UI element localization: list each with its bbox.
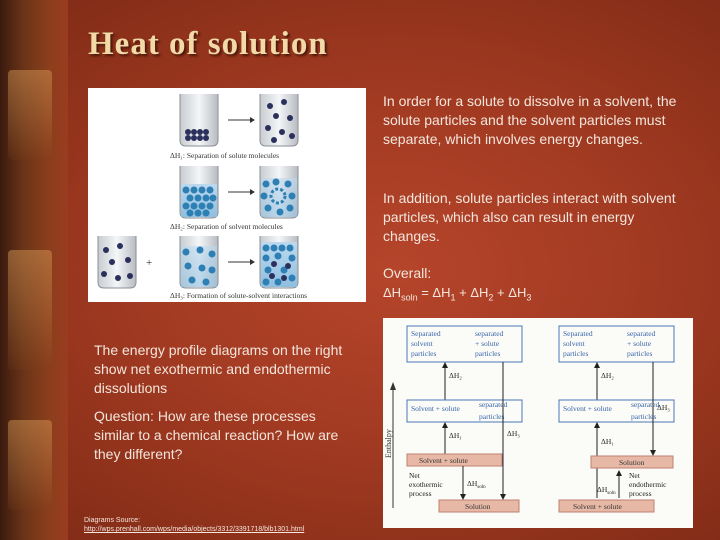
- svg-text:particles: particles: [563, 349, 589, 358]
- beaker: [180, 94, 218, 146]
- svg-text:separated: separated: [479, 400, 508, 409]
- svg-text:Separated: Separated: [563, 329, 593, 338]
- svg-text:ΔH₃: ΔH₃: [657, 403, 670, 412]
- energy-profile-diagram: [383, 318, 693, 528]
- slide-title: Heat of solution: [88, 26, 328, 62]
- svg-text:Solvent + solute: Solvent + solute: [563, 404, 612, 413]
- source-label: Diagrams Source:: [84, 517, 141, 524]
- step1-caption: ΔH₁: Separation of solute molecules: [170, 151, 280, 160]
- svg-text:ΔH₁: ΔH₁: [449, 431, 462, 440]
- interaction-paragraph: In addition, solute particles interact with solvent particles, which also can result in energy changes.: [383, 190, 676, 244]
- svg-text:particles: particles: [479, 412, 505, 421]
- svg-text:exothermic: exothermic: [409, 480, 443, 489]
- enthalpy-equation: $\Delta H_{soln} = \Delta H_1 + \Delta H_2 + \Delta H_3$: [383, 285, 532, 303]
- step3-caption: ΔH₃: Formation of solute-solvent interactions: [170, 291, 307, 300]
- svg-text:ΔH₃: ΔH₃: [507, 429, 520, 438]
- beaker: [260, 94, 298, 146]
- source-citation: [84, 516, 304, 534]
- svg-text:separated: separated: [631, 400, 660, 409]
- svg-text:process: process: [629, 489, 652, 498]
- svg-text:Enthalpy: Enthalpy: [384, 429, 393, 458]
- svg-text:process: process: [409, 489, 432, 498]
- energy-profile-paragraph: The energy profile diagrams on the right show net exothermic and endothermic dissolutions: [94, 342, 343, 396]
- svg-text:ΔH₂: ΔH₂: [449, 371, 462, 380]
- svg-text:separated: separated: [627, 329, 656, 338]
- enthalpy-axis: [384, 382, 396, 508]
- svg-text:solvent: solvent: [411, 339, 433, 348]
- svg-text:Separated: Separated: [411, 329, 441, 338]
- svg-text:Solution: Solution: [465, 502, 491, 511]
- svg-text:Solvent + solute: Solvent + solute: [573, 502, 622, 511]
- beaker: [180, 166, 218, 218]
- question-paragraph: Question: How are these processes similar to a chemical reaction? How are they different?: [94, 408, 339, 462]
- flask-image: [8, 70, 52, 160]
- svg-text:ΔH₂: ΔH₂: [601, 371, 614, 380]
- dissolution-steps-figure: [88, 88, 366, 302]
- svg-text:Solution: Solution: [619, 458, 645, 467]
- beaker: [98, 236, 136, 288]
- svg-text:Solvent + solute: Solvent + solute: [411, 404, 460, 413]
- beaker: [260, 236, 298, 288]
- exothermic-diagram: [407, 326, 522, 512]
- svg-text:+ solute: + solute: [475, 339, 500, 348]
- svg-text:solvent: solvent: [563, 339, 585, 348]
- arrow-icon: [228, 259, 255, 265]
- svg-text:ΔH₁: ΔH₁: [601, 437, 614, 446]
- svg-text:Solvent + solute: Solvent + solute: [419, 456, 468, 465]
- decorative-side-strip: [0, 0, 68, 540]
- step2-caption: ΔH₂: Separation of solvent molecules: [170, 222, 283, 231]
- svg-text:+ solute: + solute: [627, 339, 652, 348]
- plus-sign: +: [146, 257, 153, 269]
- svg-text:ΔHsoln: $\Delta H_{soln}$: [467, 479, 486, 490]
- svg-text:separated: separated: [475, 329, 504, 338]
- svg-text:particles: particles: [411, 349, 437, 358]
- overall-label: Overall:: [383, 265, 432, 281]
- beaker: [180, 236, 218, 288]
- flask-image: [8, 250, 52, 370]
- svg-text:particles: particles: [475, 349, 501, 358]
- svg-text:Net: Net: [629, 471, 640, 480]
- energy-profile-figure: [383, 318, 693, 528]
- flask-image: [8, 420, 52, 510]
- arrow-icon: [228, 117, 255, 123]
- beaker: [260, 166, 298, 218]
- svg-text:ΔHsoln: $\Delta H_{soln}$: [597, 485, 616, 496]
- source-link[interactable]: http://wps.prenhall.com/wps/media/objects/3312/3391718/blb1301.html: [84, 526, 305, 533]
- svg-text:Net: Net: [409, 471, 420, 480]
- beaker-diagram: [88, 88, 366, 302]
- arrow-icon: [228, 189, 255, 195]
- explanation-paragraph: In order for a solute to dissolve in a solvent, the solute particles and the solvent particles must separate, which involves energy changes.: [383, 93, 677, 147]
- svg-text:particles: particles: [627, 349, 653, 358]
- endothermic-diagram: [559, 326, 674, 512]
- overall-equation-block: [383, 264, 688, 308]
- svg-text:endothermic: endothermic: [629, 480, 667, 489]
- svg-text:particles: particles: [631, 412, 657, 421]
